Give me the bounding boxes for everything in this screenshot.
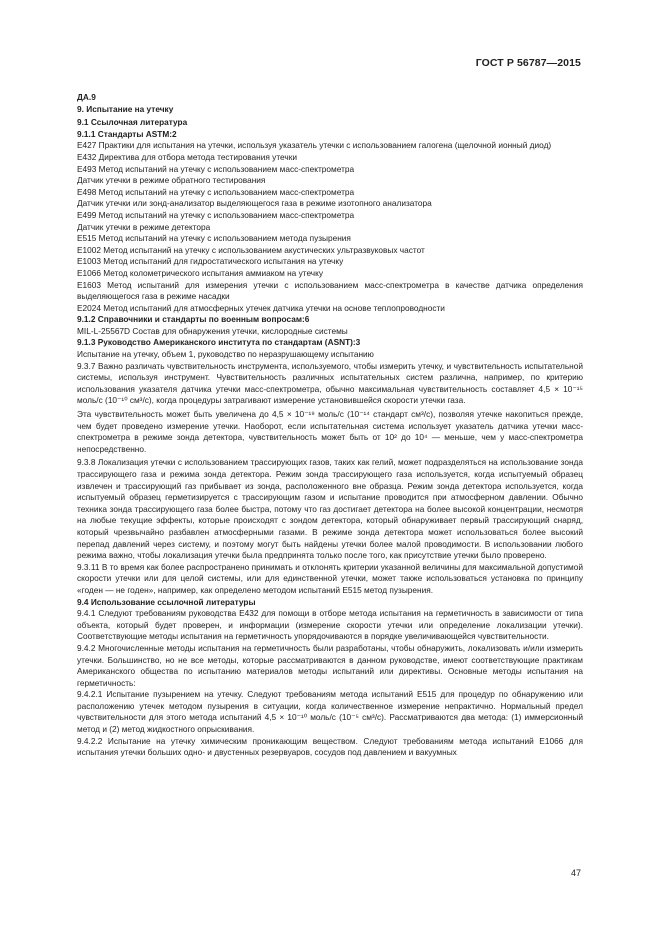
paragraph-9-4-2-2: 9.4.2.2 Испытание на утечку химическим проникающим веществом. Следуют требованиям метода испытаний E1066 для испытания утечки больших одно- и двустенных резервуаров, сосудов под давлением и вакуумных <box>77 735 583 758</box>
appendix-label: ДА.9 <box>77 92 96 102</box>
section-9-1-1-heading: 9.1.1 Стандарты ASTM:2 <box>77 128 177 139</box>
section-9-1-3-heading: 9.1.3 Руководство Американского института по стандартам (ASNT):3 <box>77 337 361 348</box>
ref-e499-sub: Датчик утечки в режиме детектора <box>77 221 211 232</box>
paragraph-9-4-2-1: 9.4.2.1 Испытание пузырением на утечку. Следуют требованиям метода испытаний E515 для процедур по обнаружению или расположению утечек методом пузырения в ситуации, когда количественное измерение непрактично. Нормальный предел чувствительности для этого метода испытаний 4,5 × 10⁻¹⁰ моль/с (10⁻⁵ см³/с). Рассматриваются два метода: (1) иммерсионный метод и (2) метод жидкостного опрыскивания. <box>77 689 583 735</box>
paragraph-9-4-2: 9.4.2 Многочисленные методы испытания на герметичность были разработаны, чтобы обнаружить, локализовать и/или измерить утечки. Большинство, но не все методы, которые рассматриваются в данном руководстве, имеют соответствующие практикам Американского общества по испытанию материалов методы испытаний или директивы. Основные методы испытания на герметичность: <box>77 642 583 688</box>
ref-e1603: E1603 Метод испытаний для измерения утечки с использованием масс-спектрометра в качестве датчика определения выделяющегося газа в режиме насадки <box>77 279 583 302</box>
ref-asnt: Испытание на утечку, объем 1, руководство по неразрушающему испытанию <box>77 349 374 360</box>
ref-e1003: E1003 Метод испытаний для гидростатического испытания на утечку <box>77 256 344 267</box>
ref-e493-sub: Датчик утечки в режиме обратного тестирования <box>77 175 266 186</box>
section-9-heading: 9. Испытание на утечку <box>77 103 174 114</box>
ref-e499: E499 Метод испытаний на утечку с использованием масс-спектрометра <box>77 209 355 220</box>
document-body <box>77 92 583 759</box>
ref-e427: E427 Практики для испытания на утечки, используя указатель утечки с использованием галогена (щелочной ионный диод) <box>77 140 552 151</box>
paragraph-9-4-1: 9.4.1 Следуют требованиям руководства E432 для помощи в отборе метода испытания на герметичность в зависимости от типа объекта, который будет проверен, и информации (измерение скорости утечки или определение локализации утечки). Соответствующие методы испытания на герметичность упорядочиваются в порядке увеличивающейся чувствительности. <box>77 608 583 642</box>
section-9-1-2-heading: 9.1.2 Справочники и стандарты по военным вопросам:6 <box>77 314 310 325</box>
ref-e493: E493 Метод испытаний на утечку с использованием масс-спектрометра <box>77 163 355 174</box>
ref-e1066: E1066 Метод колометрического испытания аммиаком на утечку <box>77 267 323 278</box>
ref-e498-sub: Датчик утечки или зонд-анализатор выделяющегося газа в режиме изотопного анализатора <box>77 198 432 209</box>
ref-mil: MIL-L-25567D Состав для обнаружения утечки, кислородные системы <box>77 325 348 336</box>
ref-e515: E515 Метод испытаний на утечку с использованием метода пузырения <box>77 233 351 244</box>
paragraph-9-3-11: 9.3.11 В то время как более распространено принимать и отклонять критерии указанной величины для максимальной допустимой скорости утечки или для целой системы, или для единственной утечки, может также использоваться установка по принципу «годен — не годен», например, как определено методом испытаний E515 метод пузырения. <box>77 561 583 595</box>
paragraph-9-3-8: 9.3.8 Локализация утечки с использованием трассирующих газов, таких как гелий, может подразделяться на использование зонда трассирующего газа и режима зонда детектора. Режим зонда трассирующего газа используется, когда испытуемый образец извлечен и трассирующий газ прибывает из зонда, расположенного вне образца. Режим зонда детектора используется, когда испытуемый образец герметизируется с трассирующим газом и испытание проводится при атмосферном давлении. Обычно техника зонда трассирующего газа более быстра, потому что газ достигает детектора на более высокой концентрации, несмотря на любые текущие эффекты, которые происходят с зондом детектора, который обнаруживает первый трассирующий снаряд, который чрезвычайно разбавлен атмосферными газами. В режиме зонда детектора может использоваться более высокий перепад давлений через систему, и поэтому могут быть найдены утечки более малой проводимости. В использовании любого режима важно, чтобы локализация утечки была предпринята только после того, как присутствие утечки было проверено. <box>77 457 583 561</box>
paragraph-sensitivity: Эта чувствительность может быть увеличена до 4,5 × 10⁻¹⁹ моль/с (10⁻¹⁴ стандарт см³/с), позволяя утечке накопиться прежде, чем будет проведено измерение утечки. Наоборот, если испытательная система использует указатель датчика утечки масс-спектрометра в режиме зонда детектора, чувствительность может быть от 10² до 10⁴ — меньше, чем у масс-спектрометра непосредственно. <box>77 409 583 454</box>
section-9-1-heading: 9.1 Ссылочная литература <box>77 117 188 128</box>
paragraph-9-3-7: 9.3.7 Важно различать чувствительность инструмента, используемого, чтобы измерить утечку, и чувствительность испытательной системы, используя инструмент. Чувствительность различных испытательных систем различна, например, по критерию использования указателя датчика утечки масс-спектрометра, обычно максимальная чувствительность составляет 4,5 × 10⁻¹⁵ моль/с (10⁻¹⁰ см³/с), когда процедуры затрагивают измерение установившейся скорости утечки газа. <box>77 360 583 406</box>
page-number: 47 <box>570 868 581 878</box>
ref-e2024: E2024 Метод испытаний для атмосферных утечек датчика утечки на основе теплопроводности <box>77 302 445 313</box>
ref-e498: E498 Метод испытаний на утечку с использованием масс-спектрометра <box>77 186 355 197</box>
document-id-header: ГОСТ Р 56787—2015 <box>475 57 581 69</box>
ref-e1002: E1002 Метод испытаний на утечку с использованием акустических ультразвуковых частот <box>77 244 425 255</box>
section-9-4-heading: 9.4 Использование ссылочной литературы <box>77 596 256 607</box>
ref-e432: E432 Директива для отбора метода тестирования утечки <box>77 151 297 162</box>
